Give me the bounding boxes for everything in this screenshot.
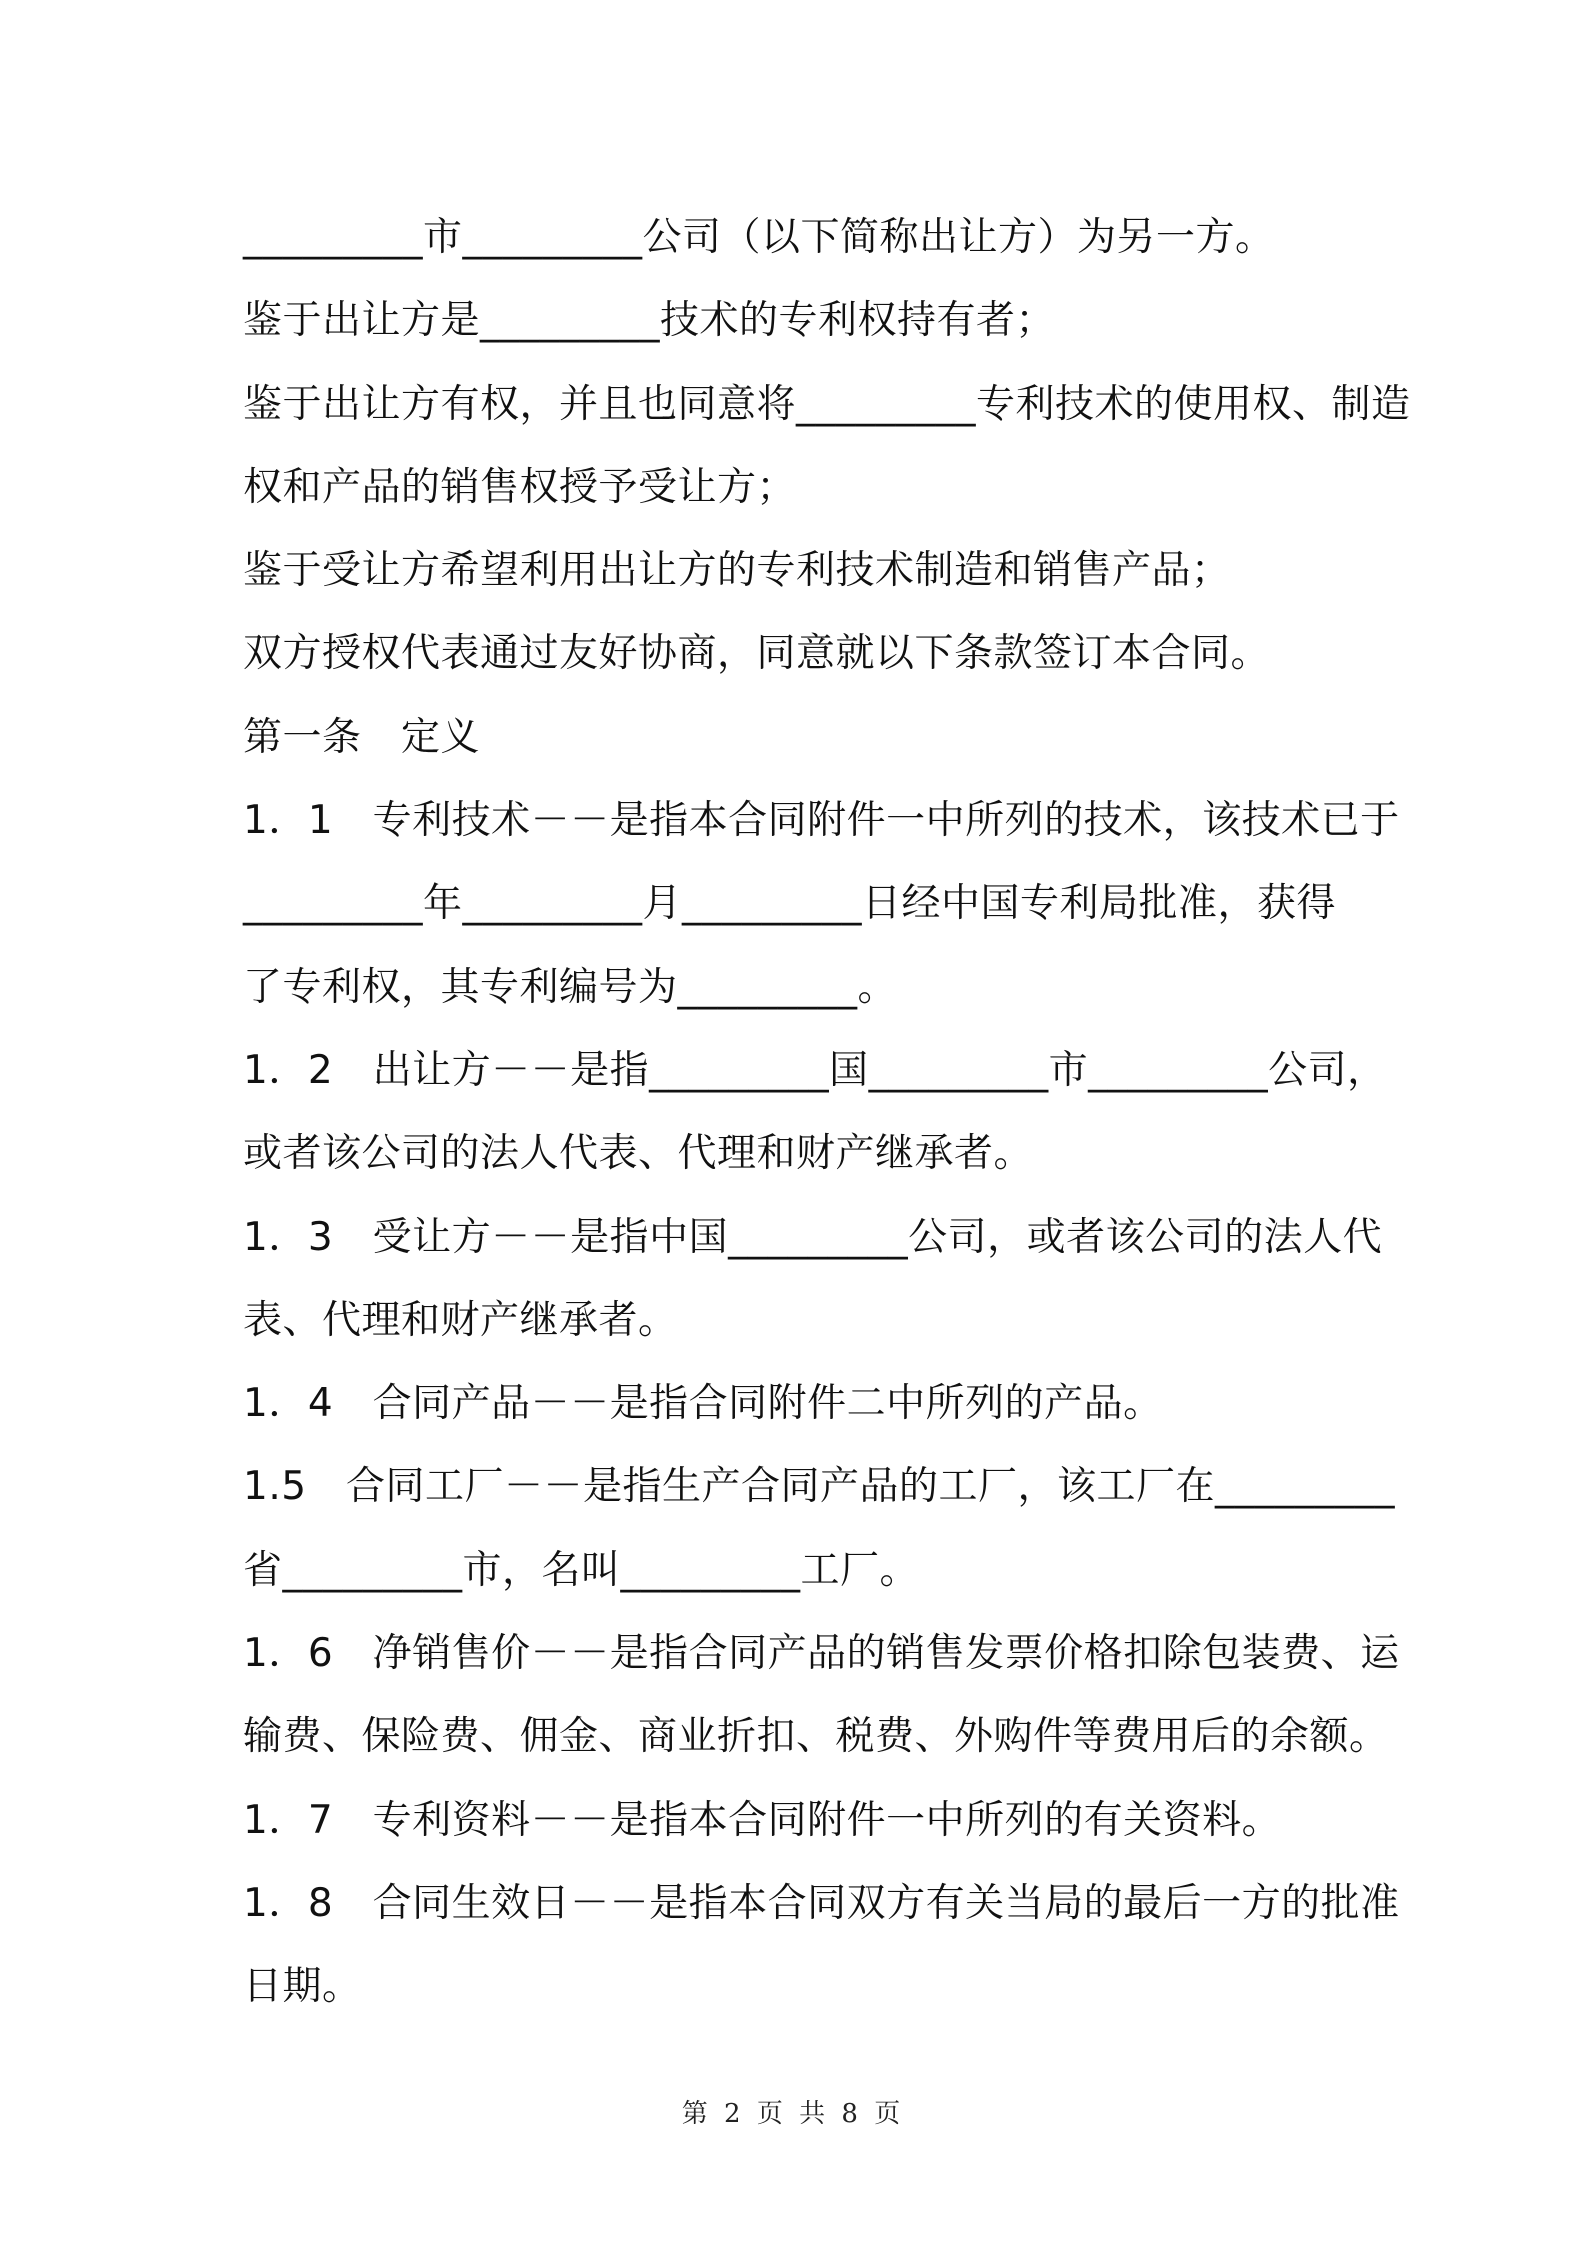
clause-line: 省_________市，名叫_________工厂。 xyxy=(243,1547,920,1593)
text-line: 鉴于受让方希望利用出让方的专利技术制造和销售产品； xyxy=(243,548,1231,594)
text-line: 双方授权代表通过友好协商，同意就以下条款签订本合同。 xyxy=(243,631,1271,677)
clause-line: 1.5 合同工厂－－是指生产合同产品的工厂，该工厂在_________ xyxy=(243,1464,1396,1510)
text-line: 鉴于出让方有权，并且也同意将_________专利技术的使用权、制造 xyxy=(243,381,1411,427)
clause-line: 1．2 出让方－－是指_________国_________市_________公司， xyxy=(243,1047,1387,1093)
clause-line: 1．4 合同产品－－是指合同附件二中所列的产品。 xyxy=(243,1381,1163,1427)
clause-line: 表、代理和财产继承者。 xyxy=(243,1297,678,1343)
clause-line: _________年_________月_________日经中国专利局批准，获得 xyxy=(243,881,1337,927)
text-line: _________市_________公司（以下简称出让方）为另一方。 xyxy=(243,215,1275,260)
clause-line: 1．6 净销售价－－是指合同产品的销售发票价格扣除包装费、运 xyxy=(243,1631,1400,1677)
clause-line: 输费、保险费、佣金、商业折扣、税费、外购件等费用后的余额。 xyxy=(243,1714,1389,1760)
clause-line: 日期。 xyxy=(243,1964,362,2010)
page-number-footer: 第 2 页 共 8 页 xyxy=(681,2099,905,2129)
clause-line: 1．7 专利资料－－是指本合同附件一中所列的有关资料。 xyxy=(243,1797,1282,1843)
text-line: 鉴于出让方是_________技术的专利权持有者； xyxy=(243,298,1056,344)
clause-line: 了专利权，其专利编号为_________。 xyxy=(243,964,898,1010)
clause-line: 1．3 受让方－－是指中国_________公司，或者该公司的法人代 xyxy=(243,1214,1383,1260)
clause-line: 1．8 合同生效日－－是指本合同双方有关当局的最后一方的批准 xyxy=(243,1880,1400,1926)
clause-line: 或者该公司的法人代表、代理和财产继承者。 xyxy=(243,1131,1034,1177)
clause-line: 1．1 专利技术－－是指本合同附件一中所列的技术，该技术已于 xyxy=(243,798,1400,844)
article-heading: 第一条 定义 xyxy=(243,714,481,760)
contract-body xyxy=(243,196,1411,2029)
text-line: 权和产品的销售权授予受让方； xyxy=(243,464,797,510)
